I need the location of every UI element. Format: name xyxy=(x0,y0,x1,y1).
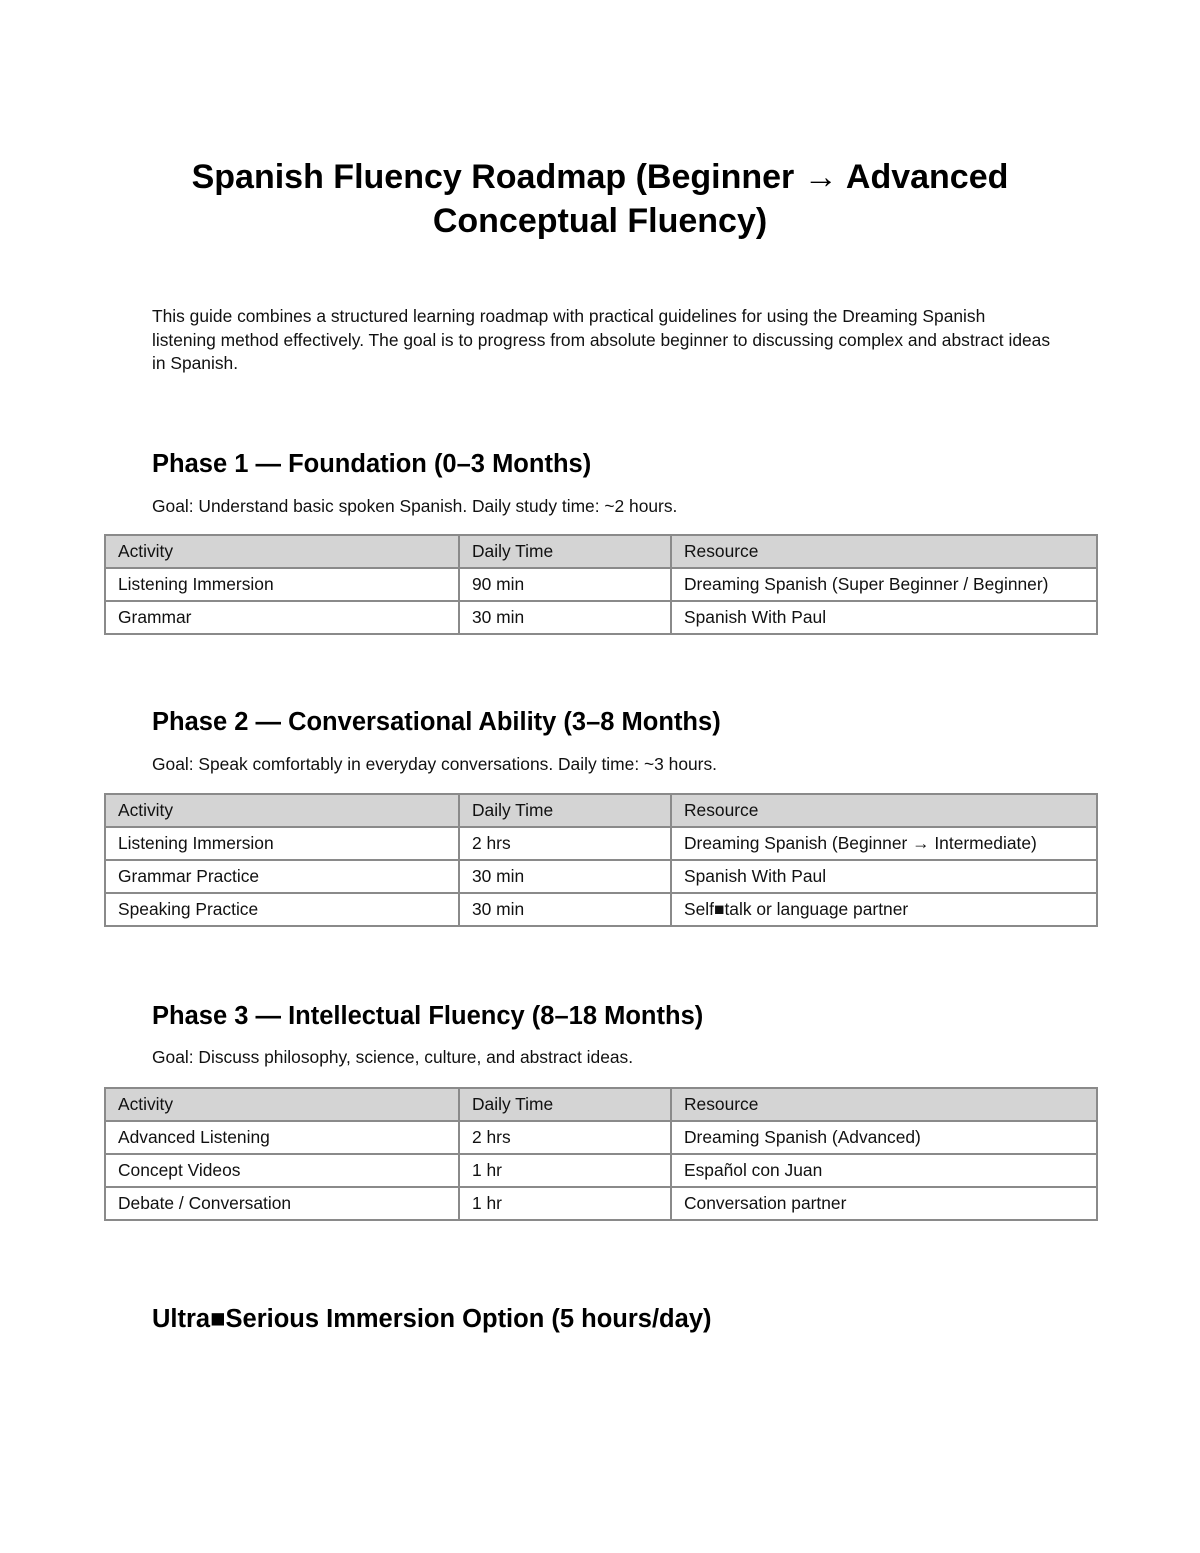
resource-cell: Spanish With Paul xyxy=(671,860,1097,893)
daily-time-cell: 90 min xyxy=(459,568,671,601)
activity-cell: Listening Immersion xyxy=(105,568,459,601)
phase-2-heading: Phase 2 — Conversational Ability (3–8 Months) xyxy=(152,708,721,736)
resource-cell: Español con Juan xyxy=(671,1154,1097,1187)
activity-cell: Debate / Conversation xyxy=(105,1187,459,1220)
daily-time-cell: 30 min xyxy=(459,601,671,634)
column-header-resource: Resource xyxy=(671,794,1097,827)
daily-time-cell: 2 hrs xyxy=(459,827,671,860)
resource-cell: Dreaming Spanish (Super Beginner / Beginner) xyxy=(671,568,1097,601)
phase-2-goal: Goal: Speak comfortably in everyday conversations. Daily time: ~3 hours. xyxy=(152,754,717,774)
document-title: Spanish Fluency Roadmap (Beginner → Advanced Conceptual Fluency) xyxy=(191,158,1009,240)
column-header-resource: Resource xyxy=(671,1088,1097,1121)
phase-3-table xyxy=(104,1087,1098,1221)
resource-cell: Self■talk or language partner xyxy=(671,893,1097,926)
column-header-daily-time: Daily Time xyxy=(459,1088,671,1121)
table-row xyxy=(105,1121,1097,1154)
immersion-option-heading: Ultra■Serious Immersion Option (5 hours/day) xyxy=(152,1305,712,1333)
column-header-activity: Activity xyxy=(105,794,459,827)
column-header-activity: Activity xyxy=(105,535,459,568)
activity-cell: Advanced Listening xyxy=(105,1121,459,1154)
table-row xyxy=(105,601,1097,634)
activity-cell: Concept Videos xyxy=(105,1154,459,1187)
table-header-row xyxy=(105,1088,1097,1121)
table-header-row xyxy=(105,794,1097,827)
column-header-daily-time: Daily Time xyxy=(459,535,671,568)
phase-3-goal: Goal: Discuss philosophy, science, culture, and abstract ideas. xyxy=(152,1047,634,1067)
column-header-activity: Activity xyxy=(105,1088,459,1121)
phase-1-table xyxy=(104,534,1098,635)
intro-paragraph: This guide combines a structured learning roadmap with practical guidelines for using the Dreaming Spanish listening method effectively. The goal is to progress from absolute beginner to discussing complex and abstract ideas in Spanish. xyxy=(152,306,1051,373)
resource-cell: Spanish With Paul xyxy=(671,601,1097,634)
daily-time-cell: 1 hr xyxy=(459,1154,671,1187)
activity-cell: Grammar Practice xyxy=(105,860,459,893)
resource-cell: Dreaming Spanish (Advanced) xyxy=(671,1121,1097,1154)
activity-cell: Grammar xyxy=(105,601,459,634)
daily-time-cell: 30 min xyxy=(459,860,671,893)
table-row xyxy=(105,1187,1097,1220)
phase-2-table xyxy=(104,793,1098,927)
phase-1-heading: Phase 1 — Foundation (0–3 Months) xyxy=(152,450,592,478)
table-header-row xyxy=(105,535,1097,568)
resource-cell: Conversation partner xyxy=(671,1187,1097,1220)
daily-time-cell: 1 hr xyxy=(459,1187,671,1220)
column-header-resource: Resource xyxy=(671,535,1097,568)
resource-cell: Dreaming Spanish (Beginner → Intermediate) xyxy=(671,827,1097,860)
table-row xyxy=(105,568,1097,601)
table-row xyxy=(105,1154,1097,1187)
daily-time-cell: 2 hrs xyxy=(459,1121,671,1154)
phase-3-heading: Phase 3 — Intellectual Fluency (8–18 Months) xyxy=(152,1002,704,1030)
activity-cell: Listening Immersion xyxy=(105,827,459,860)
table-row xyxy=(105,827,1097,860)
activity-cell: Speaking Practice xyxy=(105,893,459,926)
phase-1-goal: Goal: Understand basic spoken Spanish. Daily study time: ~2 hours. xyxy=(152,496,678,516)
table-row xyxy=(105,893,1097,926)
column-header-daily-time: Daily Time xyxy=(459,794,671,827)
daily-time-cell: 30 min xyxy=(459,893,671,926)
table-row xyxy=(105,860,1097,893)
